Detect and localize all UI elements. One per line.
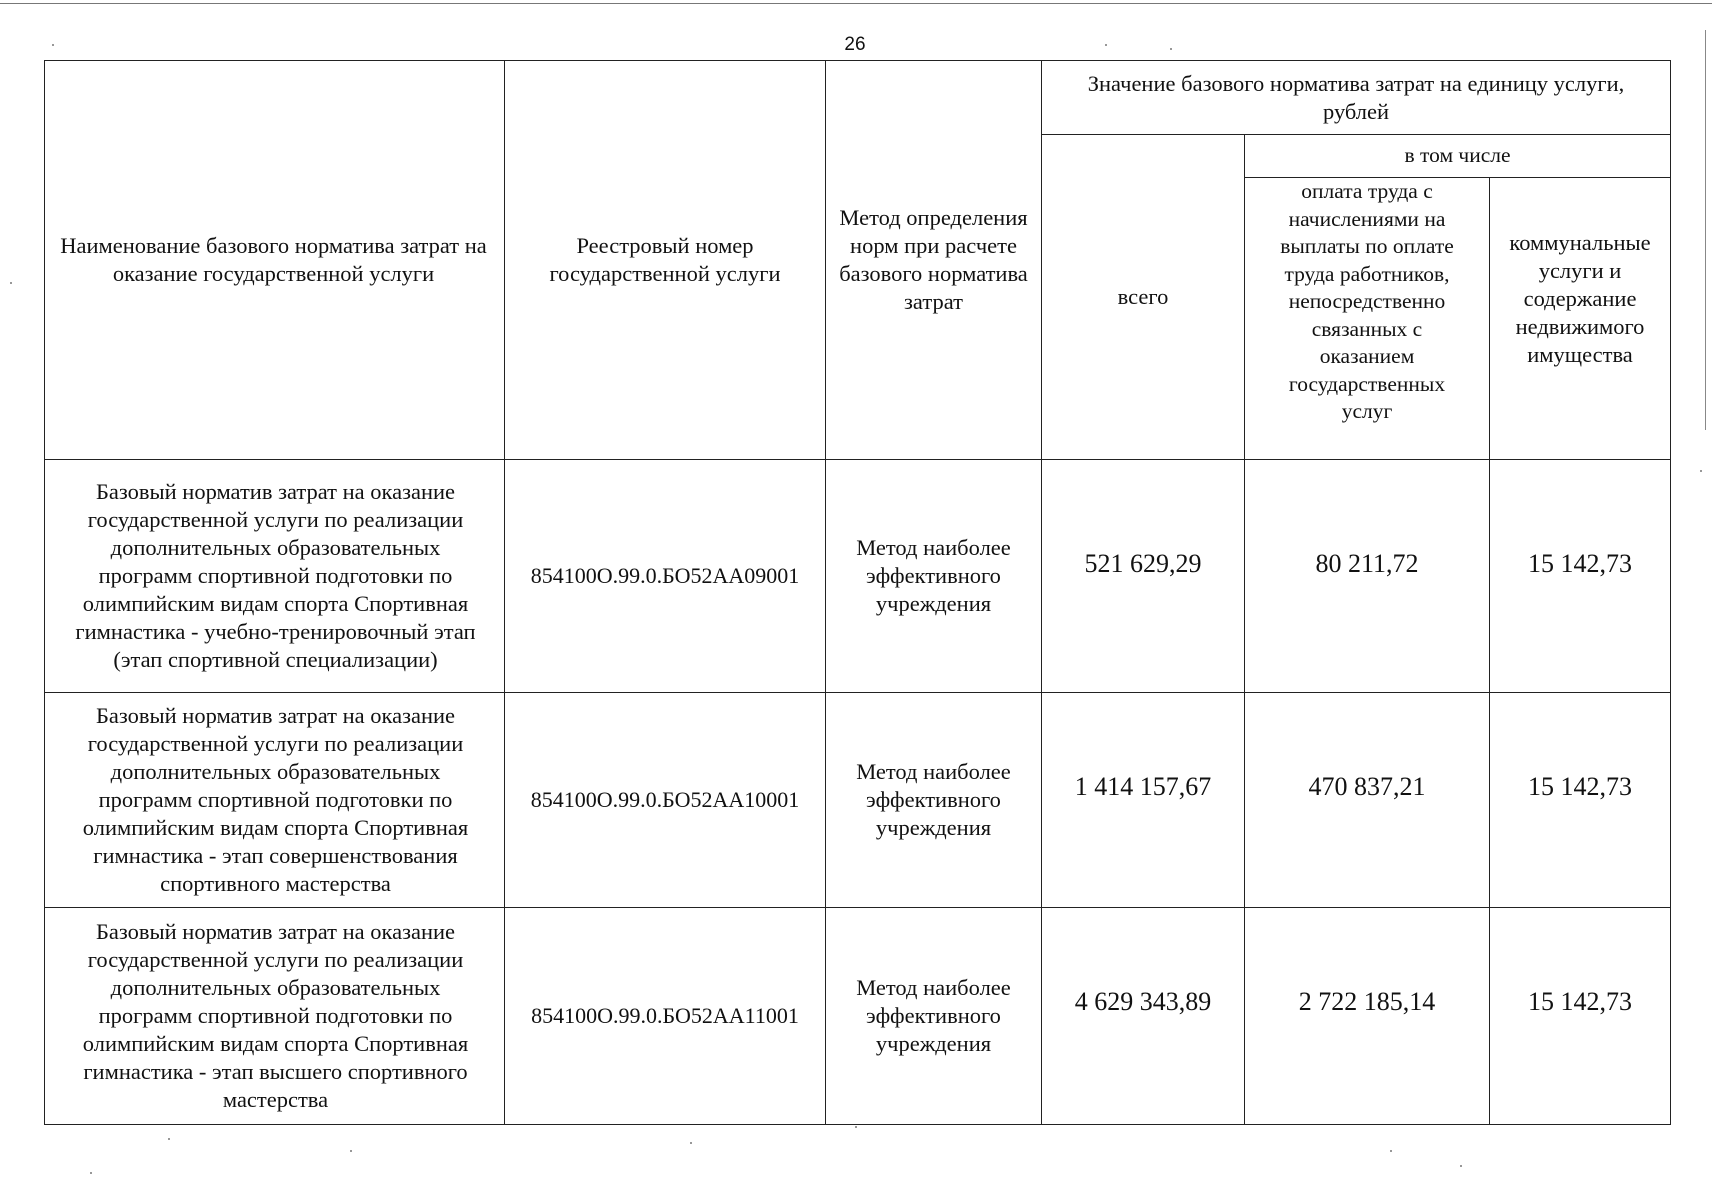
header-utilities: коммунальные услуги и содержание недвижимого имущества: [1490, 178, 1671, 460]
row-total-value: 1 414 157,67: [1042, 693, 1245, 908]
scan-speck: [1170, 48, 1172, 50]
header-including: в том числе: [1245, 135, 1671, 178]
right-border-line: [1705, 30, 1706, 430]
scan-speck: [1105, 44, 1107, 46]
row-norm-name: Базовый норматив затрат на оказание государственной услуги по реализации дополнительных образовательных программ спортивной подготовки по олимпийским видам спорта Спортивная гимнастика - этап совершенствования спортивного мастерства: [45, 693, 505, 908]
row-utilities-value: 15 142,73: [1490, 460, 1671, 693]
header-total: всего: [1042, 135, 1245, 460]
row-norm-name: Базовый норматив затрат на оказание государственной услуги по реализации дополнительных образовательных программ спортивной подготовки по олимпийским видам спорта Спортивная гимнастика - учебно-тренировочный этап (этап спортивной специализации): [45, 460, 505, 693]
row-labor-value: 2 722 185,14: [1245, 908, 1490, 1125]
header-labor-costs: оплата труда с начислениями на выплаты по оплате труда работников, непосредственно связанных с оказанием государственных услуг: [1245, 178, 1490, 460]
row-method: Метод наиболее эффективного учреждения: [826, 460, 1042, 693]
table-row: [45, 693, 1671, 908]
header-registry-number: Реестровый номер государственной услуги: [505, 61, 826, 460]
row-labor-value: 80 211,72: [1245, 460, 1490, 693]
scan-speck: [690, 1142, 692, 1144]
row-registry-number: 854100О.99.0.БО52АА11001: [505, 908, 826, 1125]
scan-speck: [168, 1138, 170, 1140]
row-utilities-value: 15 142,73: [1490, 908, 1671, 1125]
row-utilities-value: 15 142,73: [1490, 693, 1671, 908]
page-number: 26: [844, 34, 866, 55]
row-registry-number: 854100О.99.0.БО52АА10001: [505, 693, 826, 908]
scan-speck: [1390, 1150, 1392, 1152]
row-method: Метод наиболее эффективного учреждения: [826, 693, 1042, 908]
row-method: Метод наиболее эффективного учреждения: [826, 908, 1042, 1125]
scan-speck: [90, 1172, 92, 1174]
header-name: Наименование базового норматива затрат на оказание государственной услуги: [45, 61, 505, 460]
row-norm-name: Базовый норматив затрат на оказание государственной услуги по реализации дополнительных образовательных программ спортивной подготовки по олимпийским видам спорта Спортивная гимнастика - этап высшего спортивного мастерства: [45, 908, 505, 1125]
scan-speck: [10, 282, 12, 284]
scan-speck: [52, 44, 54, 46]
row-registry-number: 854100О.99.0.БО52АА09001: [505, 460, 826, 693]
scan-speck: [1460, 1165, 1462, 1167]
row-total-value: 521 629,29: [1042, 460, 1245, 693]
scan-speck: [855, 1126, 857, 1128]
table-row: [45, 908, 1671, 1125]
base-cost-norms-table: [44, 60, 1671, 1125]
row-total-value: 4 629 343,89: [1042, 908, 1245, 1125]
scan-speck: [350, 1150, 352, 1152]
scan-speck: [1700, 470, 1702, 472]
row-labor-value: 470 837,21: [1245, 693, 1490, 908]
table-row: [45, 460, 1671, 693]
header-row-1: [45, 61, 1671, 135]
top-border-line: [0, 3, 1712, 4]
header-method: Метод определения норм при расчете базового норматива затрат: [826, 61, 1042, 460]
header-value-group: Значение базового норматива затрат на единицу услуги, рублей: [1042, 61, 1671, 135]
